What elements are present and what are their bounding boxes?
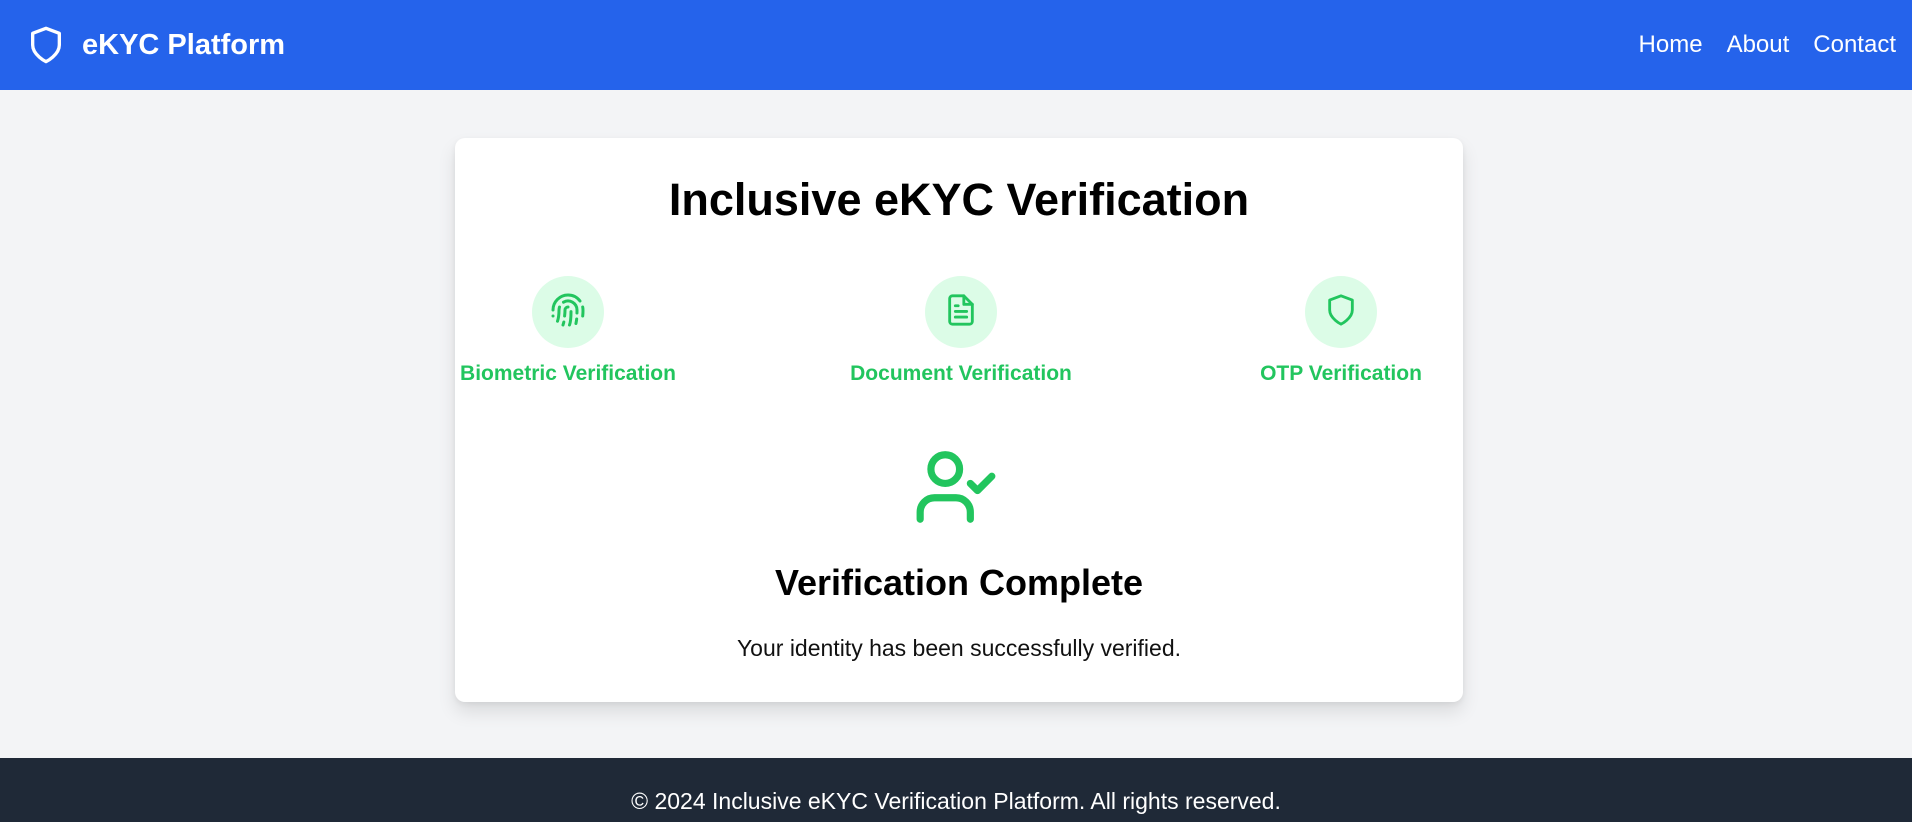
navbar xyxy=(0,0,1912,90)
page-title: Inclusive eKYC Verification xyxy=(668,174,1250,225)
document-icon xyxy=(944,293,978,332)
shield-icon xyxy=(1324,293,1358,332)
shield-icon xyxy=(26,22,66,68)
otp-verification-label: OTP Verification xyxy=(1260,362,1422,385)
user-check-icon xyxy=(910,444,1002,530)
nav-about-link[interactable]: About xyxy=(1726,31,1790,58)
footer-copyright: © 2024 Inclusive eKYC Verification Platform. All rights reserved. xyxy=(631,788,1281,814)
document-verification-label: Document Verification xyxy=(850,362,1072,385)
biometric-verification-label: Biometric Verification xyxy=(460,362,676,385)
otp-verification-option[interactable] xyxy=(1260,276,1422,386)
nav-contact-link[interactable]: Contact xyxy=(1813,31,1896,58)
document-verification-option[interactable] xyxy=(850,276,1072,386)
verification-card xyxy=(455,138,1463,702)
biometric-verification-option[interactable] xyxy=(460,276,676,386)
shield-icon-circle xyxy=(1305,276,1377,348)
nav-home-link[interactable]: Home xyxy=(1638,31,1703,58)
brand[interactable] xyxy=(26,22,285,68)
status-message: Your identity has been successfully verified. xyxy=(736,635,1182,661)
fingerprint-icon-circle xyxy=(532,276,604,348)
nav-links xyxy=(1639,31,1896,59)
footer xyxy=(0,758,1912,822)
fingerprint-icon xyxy=(550,292,586,333)
status-title: Verification Complete xyxy=(774,562,1144,603)
brand-title: eKYC Platform xyxy=(82,28,286,61)
document-icon-circle xyxy=(925,276,997,348)
